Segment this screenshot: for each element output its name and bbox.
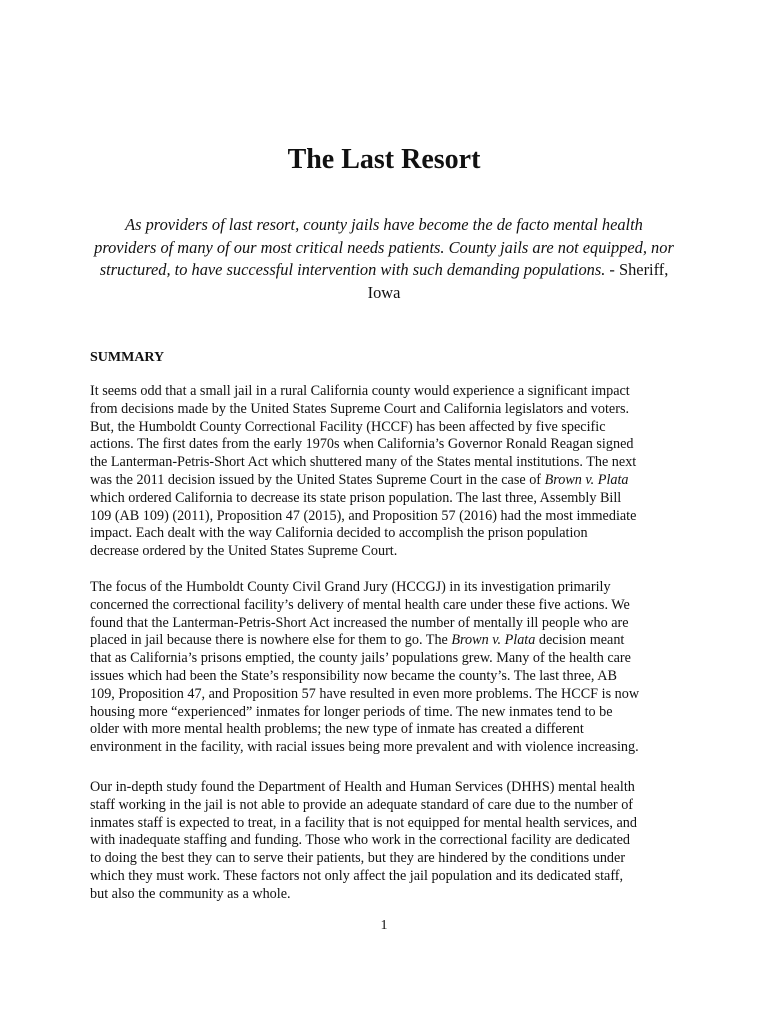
body-paragraph xyxy=(90,579,690,757)
text-segment: placed in jail because there is nowhere else for them to go. The xyxy=(90,632,452,649)
text-segment: decision meant xyxy=(535,632,625,649)
case-name: Brown v. Plata xyxy=(544,471,629,488)
body-paragraph xyxy=(90,383,690,561)
text-segment: was the 2011 decision issued by the United States Supreme Court in the case of xyxy=(90,471,545,488)
text-line: which they must work. These factors not only affect the jail population and its dedicated staff, xyxy=(90,867,624,884)
page-number: 1 xyxy=(380,918,388,933)
section-heading: SUMMARY xyxy=(90,350,165,365)
text-line: The focus of the Humboldt County Civil Grand Jury (HCCGJ) in its investigation primarily xyxy=(90,579,611,595)
text-line: housing more “experienced” inmates for longer periods of time. The new inmates tend to be xyxy=(90,703,613,720)
text-line: that as California’s prisons emptied, the county jails’ populations grew. Many of the health care xyxy=(90,650,631,667)
text-line: It seems odd that a small jail in a rural California county would experience a significant impact xyxy=(90,383,630,399)
text-line: actions. The first dates from the early 1970s when California’s Governor Ronald Reagan signed xyxy=(90,436,634,453)
epigraph xyxy=(92,214,676,304)
body-paragraph xyxy=(90,779,690,904)
text-line: to doing the best they can to serve their patients, but they are hindered by the conditions under xyxy=(90,850,626,867)
text-line: 109 (AB 109) (2011), Proposition 47 (2015), and Proposition 57 (2016) had the most immediate xyxy=(90,507,637,524)
text-line: But, the Humboldt County Correctional Facility (HCCF) has been affected by five specific xyxy=(90,418,606,435)
text-line: with inadequate staffing and funding. Those who work in the correctional facility are dedicated xyxy=(90,832,630,849)
epigraph-quote: As providers of last resort, county jails have become the de facto mental health providers of many of our most critical needs patients. County jails are not equipped, nor structured, to have successful intervention with such demanding populations. xyxy=(94,215,674,279)
document-title: The Last Resort xyxy=(287,144,481,175)
text-line: inmates staff is expected to treat, in a facility that is not equipped for mental health services, and xyxy=(90,814,637,831)
text-line: which ordered California to decrease its state prison population. The last three, Assembly Bill xyxy=(90,489,622,506)
text-line: Our in-depth study found the Department of Health and Human Services (DHHS) mental health xyxy=(90,779,635,795)
text-line xyxy=(90,472,690,490)
text-line: issues which had been the State’s responsibility now became the county’s. The last three, AB xyxy=(90,667,617,684)
text-line xyxy=(90,632,690,650)
text-line: concerned the correctional facility’s delivery of mental health care under these five actions. We xyxy=(90,596,630,613)
text-line: impact. Each dealt with the way California decided to accomplish the prison population xyxy=(90,525,588,542)
text-line: older with more mental health problems; the new type of inmate has created a different xyxy=(90,721,584,738)
text-line: from decisions made by the United States Supreme Court and California legislators and voters. xyxy=(90,400,630,417)
text-line: the Lanterman-Petris-Short Act which shuttered many of the States mental institutions. The next xyxy=(90,454,637,471)
text-line: but also the community as a whole. xyxy=(90,885,291,902)
epigraph-attribution: - Sheriff, Iowa xyxy=(367,260,669,302)
case-name: Brown v. Plata xyxy=(451,632,536,649)
text-line: decrease ordered by the United States Supreme Court. xyxy=(90,543,398,560)
text-line: staff working in the jail is not able to provide an adequate standard of care due to the number of xyxy=(90,796,634,813)
text-line: found that the Lanterman-Petris-Short Act increased the number of mentally ill people who are xyxy=(90,614,629,631)
text-line: 109, Proposition 47, and Proposition 57 have resulted in even more problems. The HCCF is now xyxy=(90,685,640,702)
text-line: environment in the facility, with racial issues being more prevalent and with violence increasing. xyxy=(90,739,639,756)
